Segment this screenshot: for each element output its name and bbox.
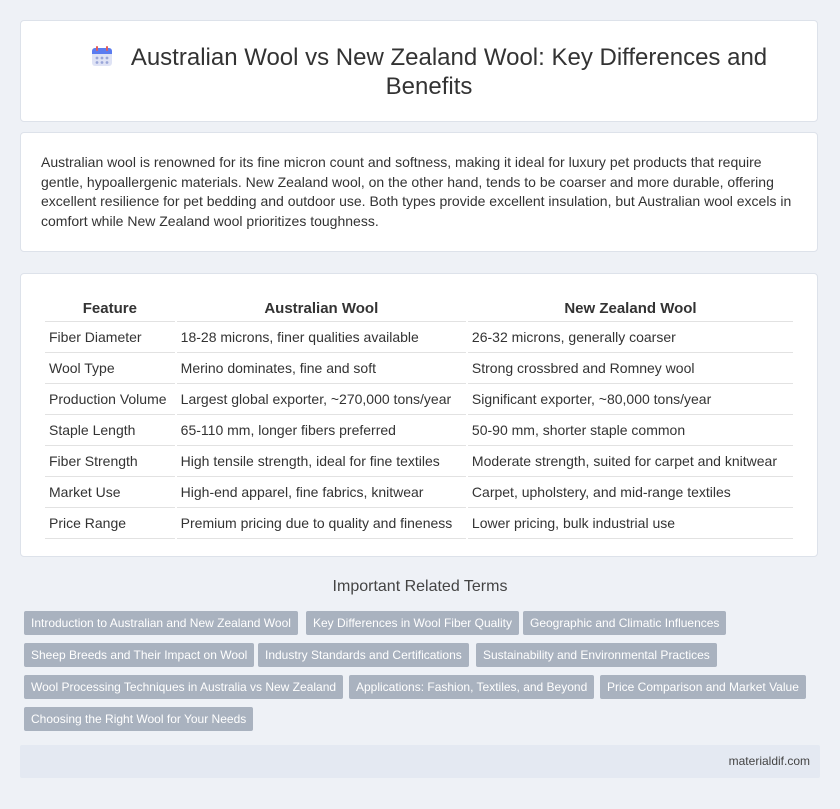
page-title: Australian Wool vs New Zealand Wool: Key Differences and Benefits — [130, 44, 768, 100]
table-row — [45, 446, 793, 477]
table-cell: Strong crossbred and Romney wool — [468, 353, 793, 384]
table-header-row — [45, 295, 793, 322]
page-title-wrap — [81, 43, 777, 101]
table-row — [45, 353, 793, 384]
related-term-tag[interactable]: Applications: Fashion, Textiles, and Beyond — [349, 675, 594, 699]
table-cell: Premium pricing due to quality and fineness — [177, 508, 466, 539]
table-cell: Market Use — [45, 477, 175, 508]
table-cell: 65-110 mm, longer fibers preferred — [177, 415, 466, 446]
table-cell: Largest global exporter, ~270,000 tons/year — [177, 384, 466, 415]
table-cell: 26-32 microns, generally coarser — [468, 322, 793, 353]
table-cell: Wool Type — [45, 353, 175, 384]
footer-site-link[interactable]: materialdif.com — [728, 754, 810, 768]
table-cell: High tensile strength, ideal for fine textiles — [177, 446, 466, 477]
table-cell: 18-28 microns, finer qualities available — [177, 322, 466, 353]
related-term-tag[interactable]: Sustainability and Environmental Practices — [476, 643, 717, 667]
table-cell: Merino dominates, fine and soft — [177, 353, 466, 384]
table-cell: Staple Length — [45, 415, 175, 446]
related-term-tag[interactable]: Choosing the Right Wool for Your Needs — [24, 707, 253, 731]
table-cell: Significant exporter, ~80,000 tons/year — [468, 384, 793, 415]
table-cell: 50-90 mm, shorter staple common — [468, 415, 793, 446]
table-cell: Production Volume — [45, 384, 175, 415]
related-terms-title: Important Related Terms — [332, 578, 508, 595]
table-cell: Lower pricing, bulk industrial use — [468, 508, 793, 539]
intro-card — [20, 132, 818, 252]
related-term-tag[interactable]: Industry Standards and Certifications — [258, 643, 469, 667]
table-row — [45, 508, 793, 539]
table-cell: Carpet, upholstery, and mid-range textiles — [468, 477, 793, 508]
table-cell: Fiber Diameter — [45, 322, 175, 353]
column-header: Australian Wool — [177, 295, 466, 322]
related-term-tag[interactable]: Wool Processing Techniques in Australia vs New Zealand — [24, 675, 343, 699]
table-cell: Moderate strength, suited for carpet and knitwear — [468, 446, 793, 477]
column-header: Feature — [45, 295, 175, 322]
related-term-tag[interactable]: Price Comparison and Market Value — [600, 675, 806, 699]
column-header: New Zealand Wool — [468, 295, 793, 322]
table-cell: High-end apparel, fine fabrics, knitwear — [177, 477, 466, 508]
related-term-tag[interactable]: Introduction to Australian and New Zealand Wool — [24, 611, 298, 635]
comparison-card — [20, 273, 818, 557]
table-cell: Fiber Strength — [45, 446, 175, 477]
related-term-tag[interactable]: Sheep Breeds and Their Impact on Wool — [24, 643, 254, 667]
intro-text: Australian wool is renowned for its fine micron count and softness, making it ideal for luxury pet products that require gentle, hypoallergenic materials. New Zealand wool, on the other hand, tends to be coarser and more durable, offering excellent resilience for pet bedding and outdoor use. Both types provide excellent insulation, but Australian wool excels in comfort while New Zealand wool prioritizes toughness. — [41, 154, 792, 229]
table-row — [45, 415, 793, 446]
table-row — [45, 322, 793, 353]
footer — [20, 745, 820, 778]
comparison-table — [43, 295, 795, 539]
table-row — [45, 477, 793, 508]
related-term-tag[interactable]: Geographic and Climatic Influences — [523, 611, 726, 635]
calendar-icon — [91, 45, 113, 67]
table-cell: Price Range — [45, 508, 175, 539]
related-term-tag[interactable]: Key Differences in Wool Fiber Quality — [306, 611, 519, 635]
title-card — [20, 20, 818, 122]
table-row — [45, 384, 793, 415]
